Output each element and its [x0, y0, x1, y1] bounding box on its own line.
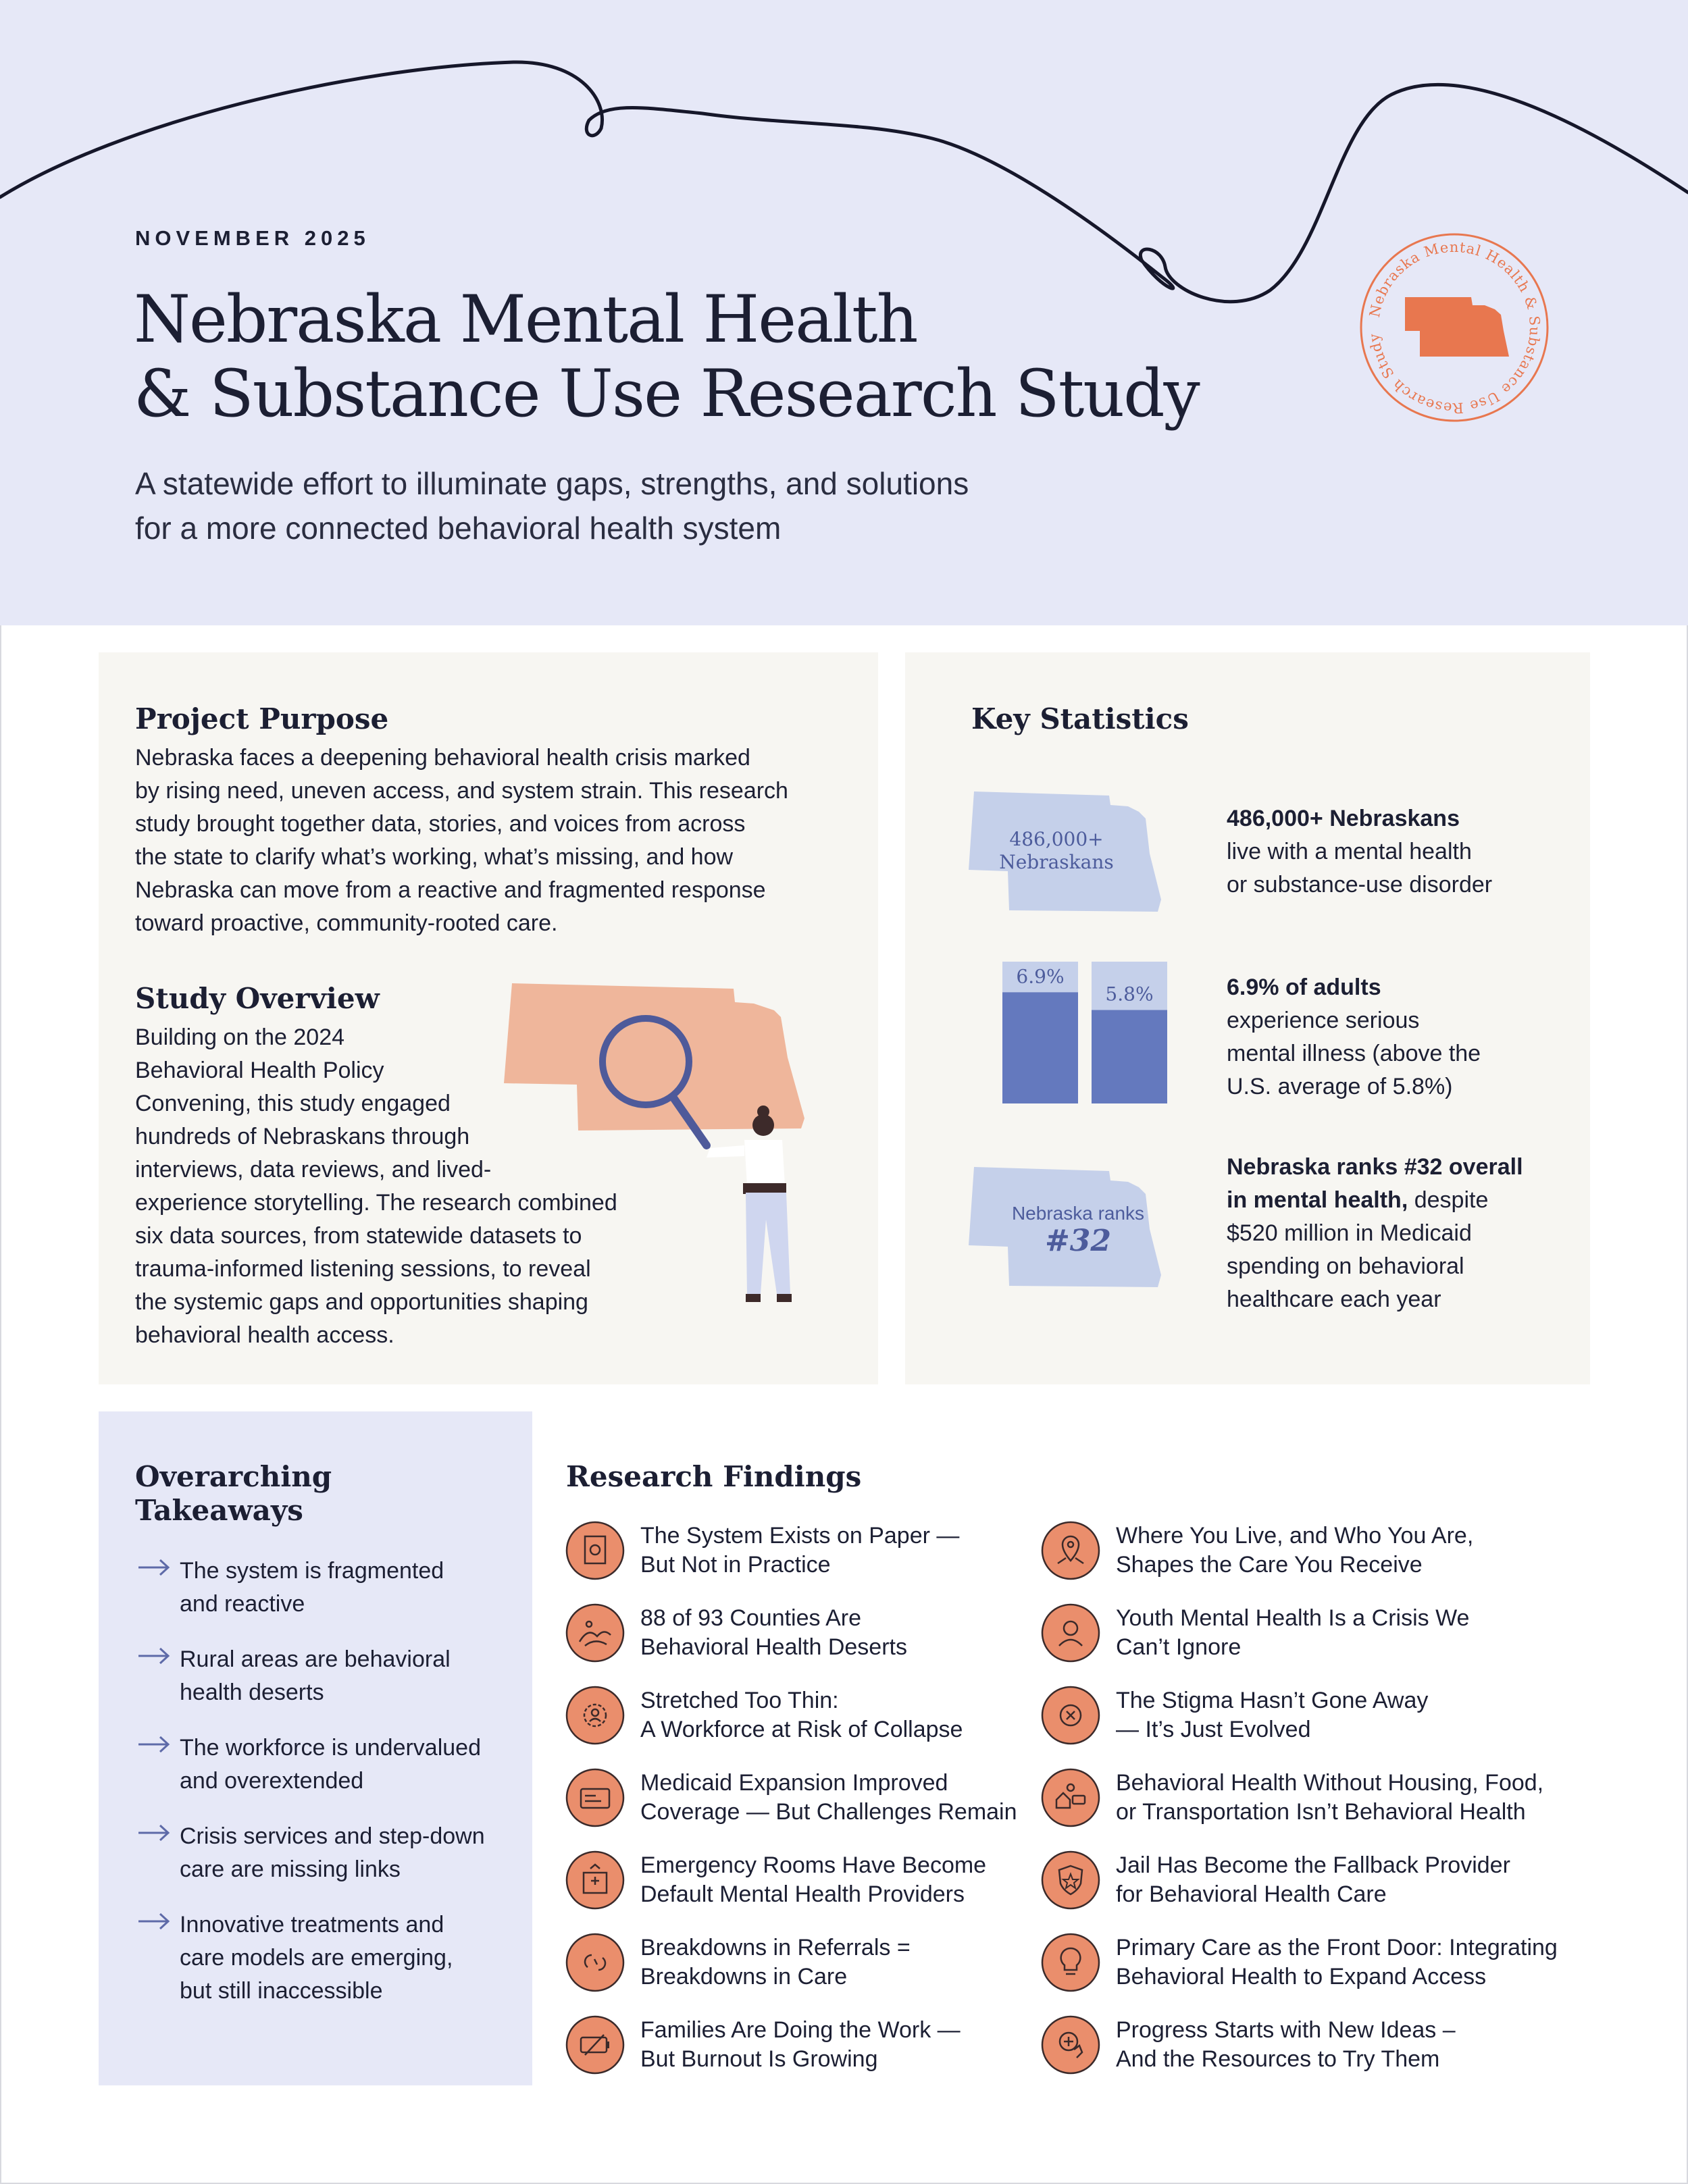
finding-line: Progress Starts with New Ideas – — [1116, 2017, 1456, 2043]
overview-line: behavioral health access. — [135, 1322, 394, 1348]
finding-line: But Not in Practice — [640, 1552, 831, 1578]
badge-shield-icon — [1040, 1850, 1101, 1910]
takeaway-item — [135, 1908, 513, 2008]
project-purpose-heading: Project Purpose — [135, 702, 389, 735]
housing-food-transport-icon — [1040, 1767, 1101, 1828]
stat-2-text — [1227, 971, 1578, 1103]
broken-link-icon — [565, 1932, 625, 1993]
finding-item — [1040, 2011, 1621, 2079]
overview-line: hundreds of Nebraskans through — [135, 1124, 470, 1149]
finding-item — [1040, 1682, 1621, 1749]
takeaway-line: The workforce is undervalued — [180, 1735, 482, 1761]
overview-line: six data sources, from statewide datasets to — [135, 1223, 582, 1249]
stat-2-line: mental illness (above the — [1227, 1041, 1481, 1066]
takeaways-heading-line-1: Overarching — [135, 1460, 332, 1493]
stat-2-line: U.S. average of 5.8%) — [1227, 1074, 1453, 1099]
title-line-1: Nebraska Mental Health — [134, 282, 917, 357]
finding-line: Shapes the Care You Receive — [1116, 1552, 1423, 1578]
finding-item — [565, 1599, 1038, 1667]
key-statistics-card — [905, 652, 1590, 1384]
takeaway-line: Innovative treatments and — [180, 1912, 444, 1938]
key-statistics-heading: Key Statistics — [971, 702, 1189, 735]
stat-3-line: healthcare each year — [1227, 1286, 1441, 1312]
stat-1-line: live with a mental health — [1227, 839, 1472, 864]
finding-item — [1040, 1599, 1621, 1667]
stat-2-headline: 6.9% of adults — [1227, 974, 1381, 1000]
page-title — [134, 282, 1282, 431]
finding-item — [1040, 1846, 1621, 1914]
bar-label: 5.8% — [1105, 983, 1154, 1006]
finding-item — [1040, 1764, 1621, 1831]
finding-item — [565, 1517, 1038, 1584]
stat-1-map-line-1: 486,000+ — [1009, 828, 1104, 850]
finding-line: And the Resources to Try Them — [1116, 2046, 1440, 2072]
stat-3-headline-2: in mental health, — [1227, 1187, 1408, 1213]
purpose-line: study brought together data, stories, and voices from across — [135, 811, 746, 837]
header-banner — [0, 0, 1688, 625]
takeaway-line: care models are emerging, — [180, 1945, 453, 1971]
finding-line: But Burnout Is Growing — [640, 2046, 878, 2072]
finding-line: The System Exists on Paper — — [640, 1523, 960, 1549]
takeaways-heading-line-2: Takeaways — [135, 1494, 303, 1527]
finding-line: Behavioral Health Deserts — [640, 1634, 907, 1660]
nebraska-map-stat-1 — [969, 791, 1198, 920]
gear-person-icon — [565, 1685, 625, 1746]
arrow-right-icon — [135, 1823, 180, 1843]
lightbulb-icon — [1040, 1932, 1101, 1993]
finding-text — [1116, 1686, 1428, 1744]
low-battery-icon — [565, 2014, 625, 2075]
finding-text — [640, 1522, 959, 1580]
page-subtitle — [135, 461, 1216, 550]
stat-3-map-line-1: Nebraska ranks — [1011, 1203, 1145, 1224]
overview-line: Building on the 2024 — [135, 1024, 345, 1050]
finding-line: 88 of 93 Counties Are — [640, 1605, 862, 1631]
map-pin-icon — [1040, 1520, 1101, 1581]
takeaway-item — [135, 1643, 513, 1709]
researcher-figure — [707, 1106, 792, 1302]
finding-item — [565, 2011, 1038, 2079]
finding-item — [565, 1846, 1038, 1914]
stat-1-line: or substance-use disorder — [1227, 872, 1493, 898]
research-findings-heading: Research Findings — [566, 1460, 862, 1493]
finding-line: Primary Care as the Front Door: Integrating — [1116, 1935, 1558, 1960]
overarching-takeaways-card — [99, 1411, 532, 2085]
arrow-right-icon — [135, 1734, 180, 1754]
arrow-right-icon — [135, 1911, 180, 1931]
stat-3-line: $520 million in Medicaid — [1227, 1220, 1472, 1246]
nebraska-map-stat-3 — [969, 1167, 1198, 1295]
finding-line: Families Are Doing the Work — — [640, 2017, 961, 2043]
finding-line: or Transportation Isn’t Behavioral Health — [1116, 1799, 1526, 1825]
overview-line: trauma-informed listening sessions, to reveal — [135, 1256, 591, 1282]
study-overview-heading: Study Overview — [135, 982, 380, 1015]
finding-line: for Behavioral Health Care — [1116, 1881, 1387, 1907]
finding-item — [1040, 1517, 1621, 1584]
takeaway-line: health deserts — [180, 1680, 324, 1705]
project-purpose-text — [135, 742, 865, 940]
study-seal-logo — [1356, 230, 1552, 425]
takeaway-item — [135, 1820, 513, 1886]
finding-text — [1116, 1522, 1473, 1580]
overview-line: the systemic gaps and opportunities shaping — [135, 1289, 588, 1315]
overview-line: interviews, data reviews, and lived- — [135, 1157, 492, 1182]
seal-text: Nebraska Mental Health & Substance Use Research Study — [1366, 238, 1543, 417]
finding-line: Default Mental Health Providers — [640, 1881, 965, 1907]
takeaway-line: care are missing links — [180, 1856, 401, 1882]
takeaway-line: Crisis services and step-down — [180, 1823, 485, 1849]
finding-text — [640, 1851, 986, 1909]
finding-line: A Workforce at Risk of Collapse — [640, 1717, 963, 1742]
subtitle-line-2: for a more connected behavioral health system — [135, 511, 782, 546]
finding-text — [1116, 1851, 1510, 1909]
purpose-line: by rising need, uneven access, and system strain. This research — [135, 778, 788, 804]
finding-line: Jail Has Become the Fallback Provider — [1116, 1852, 1510, 1878]
finding-text — [1116, 1769, 1543, 1827]
finding-text — [1116, 1933, 1558, 1992]
hills-road-icon — [565, 1603, 625, 1663]
overview-line: Convening, this study engaged — [135, 1091, 451, 1116]
issue-date: NOVEMBER 2025 — [135, 226, 370, 250]
takeaway-item — [135, 1555, 513, 1621]
takeaway-line: but still inaccessible — [180, 1978, 383, 2004]
finding-line: Coverage — But Challenges Remain — [640, 1799, 1017, 1825]
mental-illness-bar-chart — [1000, 962, 1182, 1110]
stat-1-text — [1227, 802, 1578, 902]
stat-3-map-line-2: #32 — [1044, 1224, 1112, 1258]
finding-text — [640, 2016, 961, 2074]
arrow-right-icon — [135, 1646, 180, 1666]
bar-label: 6.9% — [1016, 965, 1065, 988]
research-illustration — [504, 983, 869, 1334]
takeaway-line: Rural areas are behavioral — [180, 1646, 451, 1672]
finding-item — [565, 1682, 1038, 1749]
finding-line: Can’t Ignore — [1116, 1634, 1242, 1660]
finding-text — [640, 1933, 911, 1992]
finding-line: Breakdowns in Referrals = — [640, 1935, 911, 1960]
overview-line: experience storytelling. The research combined — [135, 1190, 617, 1216]
finding-line: The Stigma Hasn’t Gone Away — [1116, 1688, 1429, 1713]
finding-line: Behavioral Health Without Housing, Food, — [1116, 1770, 1544, 1796]
finding-item — [565, 1929, 1038, 1996]
takeaway-item — [135, 1732, 513, 1798]
finding-item — [1040, 1929, 1621, 1996]
stigma-x-icon — [1040, 1685, 1101, 1746]
stat-3-headline: Nebraska ranks #32 overall — [1227, 1154, 1523, 1180]
takeaway-line: The system is fragmented — [180, 1558, 444, 1584]
stat-1-map-line-2: Nebraskans — [999, 851, 1114, 873]
youth-head-icon — [1040, 1603, 1101, 1663]
bar-0 — [1002, 992, 1078, 1103]
finding-text — [640, 1686, 963, 1744]
finding-item — [565, 1764, 1038, 1831]
title-line-2: & Substance Use Research Study — [134, 356, 1199, 432]
stat-1-headline: 486,000+ Nebraskans — [1227, 806, 1460, 831]
nebraska-map-icon — [1405, 297, 1509, 357]
takeaway-line: and reactive — [180, 1591, 305, 1617]
purpose-line: the state to clarify what’s working, what’s missing, and how — [135, 844, 734, 870]
finding-text — [1116, 2016, 1456, 2074]
medicaid-card-icon — [565, 1767, 625, 1828]
purpose-line: Nebraska faces a deepening behavioral health crisis marked — [135, 745, 750, 771]
medical-hand-icon — [1040, 2014, 1101, 2075]
finding-line: Stretched Too Thin: — [640, 1688, 839, 1713]
finding-text — [1116, 1604, 1469, 1662]
stat-3-text — [1227, 1151, 1578, 1316]
takeaways-heading — [135, 1460, 332, 1528]
finding-line: Youth Mental Health Is a Crisis We — [1116, 1605, 1470, 1631]
finding-line: Where You Live, and Who You Are, — [1116, 1523, 1474, 1549]
finding-text — [640, 1604, 907, 1662]
emergency-room-icon — [565, 1850, 625, 1910]
finding-line: — It’s Just Evolved — [1116, 1717, 1311, 1742]
takeaway-line: and overextended — [180, 1768, 364, 1794]
stat-2-line: experience serious — [1227, 1008, 1420, 1033]
finding-line: Behavioral Health to Expand Access — [1116, 1964, 1487, 1990]
document-gear-icon — [565, 1520, 625, 1581]
finding-line: Emergency Rooms Have Become — [640, 1852, 987, 1878]
subtitle-line-1: A statewide effort to illuminate gaps, strengths, and solutions — [135, 466, 969, 501]
finding-text — [640, 1769, 1017, 1827]
arrow-right-icon — [135, 1557, 180, 1578]
purpose-line: Nebraska can move from a reactive and fragmented response — [135, 877, 766, 903]
stat-3-line: despite — [1408, 1187, 1489, 1213]
stat-3-line: spending on behavioral — [1227, 1253, 1464, 1279]
finding-line: Breakdowns in Care — [640, 1964, 848, 1990]
bar-1 — [1092, 1010, 1167, 1103]
finding-line: Medicaid Expansion Improved — [640, 1770, 948, 1796]
project-purpose-card — [99, 652, 878, 1384]
overview-line: Behavioral Health Policy — [135, 1058, 384, 1083]
purpose-line: toward proactive, community-rooted care. — [135, 910, 558, 936]
